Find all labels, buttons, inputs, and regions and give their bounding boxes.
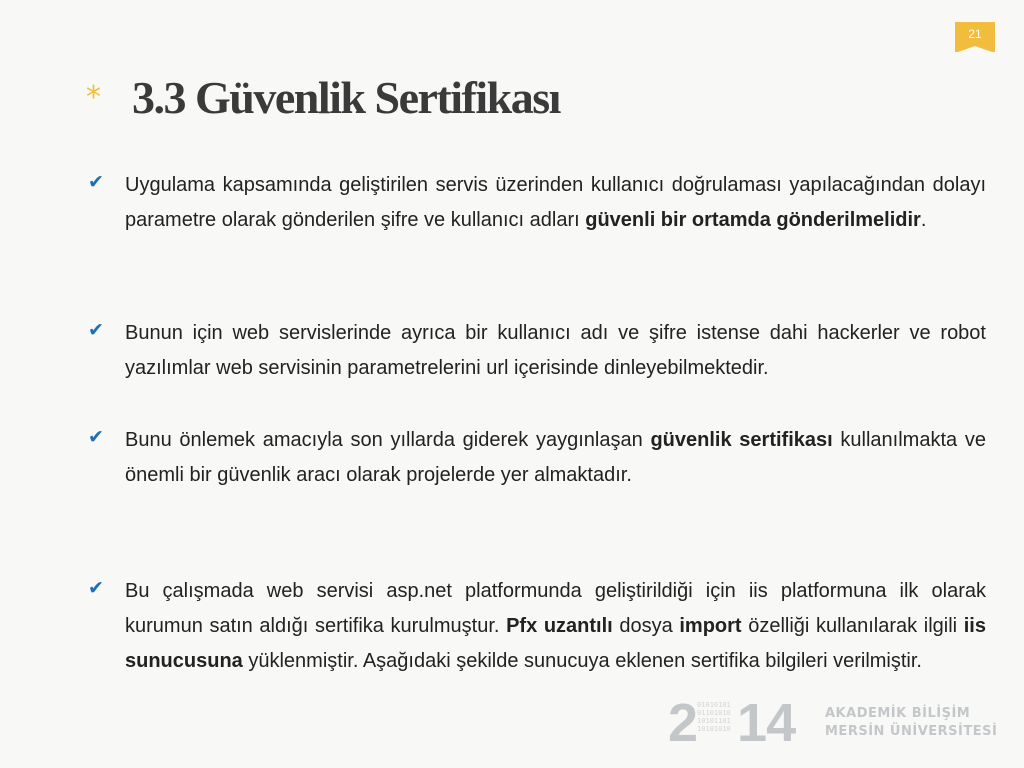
logo-line-2: MERSİN ÜNİVERSİTESİ (825, 724, 998, 739)
logo-line-1: AKADEMİK BİLİŞİM (825, 706, 971, 721)
bullet-item (88, 423, 986, 493)
slide-title: 3.3 Güvenlik Sertifikası (132, 72, 560, 123)
bullet-text: Uygulama kapsamında geliştirilen servis üzerinden kullanıcı doğrulaması yapılacağından dolayı parametre olarak gönderilen şifre ve kullanıcı adları güvenli bir ortamda gönderilmelidir. (125, 174, 986, 231)
bullet-item (88, 316, 986, 386)
bullet-item (88, 168, 986, 238)
asterisk-icon: * (86, 80, 101, 115)
check-icon: ✔ (88, 577, 104, 599)
page-number: 21 (968, 27, 982, 41)
logo-year: 201010101 01101010 10101101 10101010 14 (668, 693, 796, 753)
page-number-badge (955, 22, 995, 52)
check-icon: ✔ (88, 319, 104, 341)
bullet-text: Bunun için web servislerinde ayrıca bir kullanıcı adı ve şifre istense dahi hackerler ve robot yazılımlar web servisinin parametrelerini url içerisinde dinleyebilmektedir. (125, 322, 986, 379)
bullet-text: Bunu önlemek amacıyla son yıllarda giderek yaygınlaşan güvenlik sertifikası kullanılmakta ve önemli bir güvenlik aracı olarak projelerde yer almaktadır. (125, 429, 986, 486)
logo-binary-digits: 01010101 01101010 10101101 10101010 (697, 701, 731, 733)
akademik-bilisim-logo (668, 695, 1008, 755)
bullet-item (88, 574, 986, 679)
check-icon: ✔ (88, 171, 104, 193)
bullet-text: Bu çalışmada web servisi asp.net platformunda geliştirildiği için iis platformuna ilk olarak kurumun satın aldığı sertifika kurulmuştur. Pfx uzantılı dosya import özelliği kullanılarak ilgili iis sunucusuna yüklenmiştir. Aşağıdaki şekilde sunucuya eklenen sertifika bilgileri verilmiştir. (125, 580, 986, 672)
check-icon: ✔ (88, 426, 104, 448)
logo-text (825, 705, 997, 741)
